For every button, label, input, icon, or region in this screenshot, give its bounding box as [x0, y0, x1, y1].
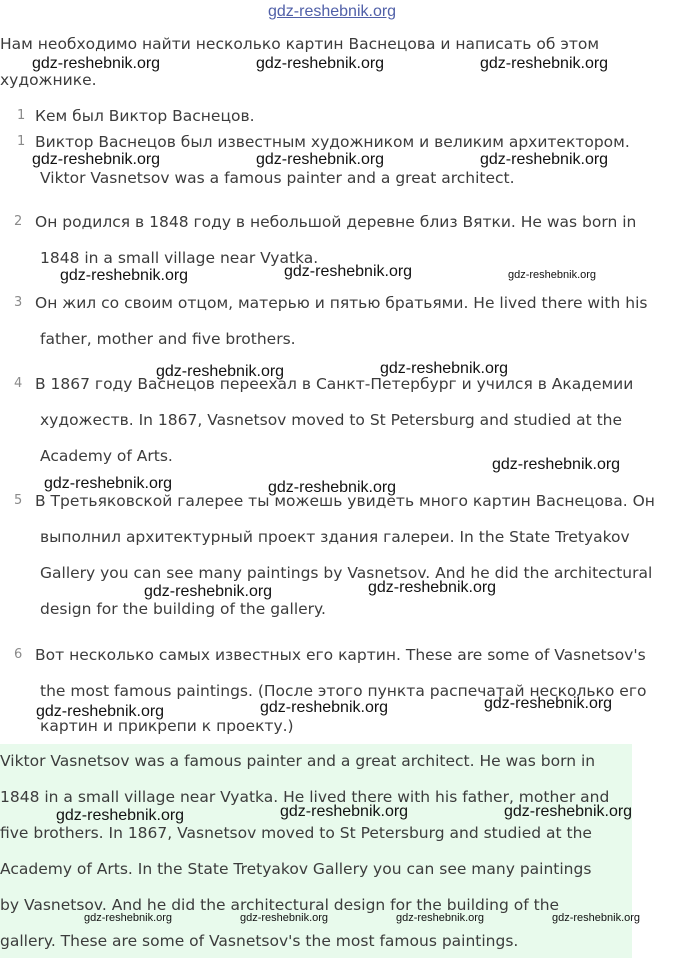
intro-line-2: художнике. [0, 71, 97, 89]
item-line: художеств. In 1867, Vasnetsov moved to St Petersburg and studied at the [40, 411, 623, 429]
watermark: gdz-reshebnik.org [44, 475, 173, 492]
watermark: gdz-reshebnik.org [380, 360, 509, 377]
watermark: gdz-reshebnik.org [268, 479, 397, 496]
summary-line: 1848 in a small village near Vyatka. He lived there with his father, mother and [0, 788, 610, 806]
watermark: gdz-reshebnik.org [492, 456, 621, 473]
watermark: gdz-reshebnik.org [256, 151, 385, 168]
watermark: gdz-reshebnik.org [240, 912, 329, 924]
watermark: gdz-reshebnik.org [552, 912, 641, 924]
watermark: gdz-reshebnik.org [144, 583, 273, 600]
item-line: design for the building of the gallery. [40, 600, 326, 618]
item-line: Viktor Vasnetsov was a famous painter and a great architect. [40, 169, 515, 187]
watermark: gdz-reshebnik.org [368, 579, 497, 596]
site-header-link[interactable]: gdz-reshebnik.org [268, 3, 397, 20]
summary-line: gallery. These are some of Vasnetsov's the most famous paintings. [0, 932, 519, 950]
item-number: 1 [17, 108, 26, 123]
item-number: 3 [14, 295, 23, 310]
summary-line: by Vasnetsov. And he did the architectural design for the building of the [0, 896, 560, 914]
watermark: gdz-reshebnik.org [504, 803, 633, 820]
watermark: gdz-reshebnik.org [32, 151, 161, 168]
item-line: Academy of Arts. [40, 447, 173, 465]
item-line: картин и прикрепи к проекту.) [40, 717, 294, 735]
item-line: В Третьяковской галерее ты можешь увидеть много картин Васнецова. Он [35, 492, 655, 510]
watermark: gdz-reshebnik.org [508, 269, 597, 281]
item-line: выполнил архитектурный проект здания галереи. In the State Tretyakov [40, 528, 630, 546]
item-number: 4 [14, 376, 23, 391]
item-line: Gallery you can see many paintings by Vasnetsov. And he did the architectural [40, 564, 653, 582]
item-number: 2 [14, 214, 23, 229]
item-number: 5 [14, 493, 23, 508]
item-line: В 1867 году Васнецов переехал в Санкт-Петербург и учился в Академии [35, 375, 634, 393]
item-line: father, mother and five brothers. [40, 330, 296, 348]
item-line: Он родился в 1848 году в небольшой деревне близ Вятки. He was born in [35, 213, 637, 231]
watermark: gdz-reshebnik.org [32, 55, 161, 72]
watermark: gdz-reshebnik.org [480, 55, 609, 72]
watermark: gdz-reshebnik.org [56, 807, 185, 824]
item-line: 1848 in a small village near Vyatka. [40, 249, 319, 267]
watermark: gdz-reshebnik.org [484, 695, 613, 712]
item-line: Вот несколько самых известных его картин. These are some of Vasnetsov's [35, 646, 646, 664]
watermark: gdz-reshebnik.org [60, 267, 189, 284]
summary-highlight [0, 744, 632, 958]
item-line: Кем был Виктор Васнецов. [35, 107, 255, 125]
summary-line: Viktor Vasnetsov was a famous painter and a great architect. He was born in [0, 752, 596, 770]
watermark: gdz-reshebnik.org [156, 363, 285, 380]
watermark: gdz-reshebnik.org [396, 912, 485, 924]
watermark: gdz-reshebnik.org [84, 912, 173, 924]
watermark: gdz-reshebnik.org [284, 263, 413, 280]
watermark: gdz-reshebnik.org [280, 803, 409, 820]
watermark: gdz-reshebnik.org [480, 151, 609, 168]
intro-line-1: Нам необходимо найти несколько картин Васнецова и написать об этом [0, 35, 600, 53]
watermark: gdz-reshebnik.org [256, 55, 385, 72]
watermark: gdz-reshebnik.org [260, 699, 389, 716]
item-line: Он жил со своим отцом, матерью и пятью братьями. He lived there with his [35, 294, 648, 312]
item-line: Виктор Васнецов был известным художником и великим архитектором. [35, 133, 630, 151]
watermark: gdz-reshebnik.org [36, 703, 165, 720]
summary-line: Academy of Arts. In the State Tretyakov Gallery you can see many paintings [0, 860, 592, 878]
item-number: 6 [14, 647, 23, 662]
item-number: 1 [17, 134, 26, 149]
summary-line: five brothers. In 1867, Vasnetsov moved to St Petersburg and studied at the [0, 824, 592, 842]
item-line: the most famous paintings. (После этого пункта распечатай несколько его [40, 682, 647, 700]
